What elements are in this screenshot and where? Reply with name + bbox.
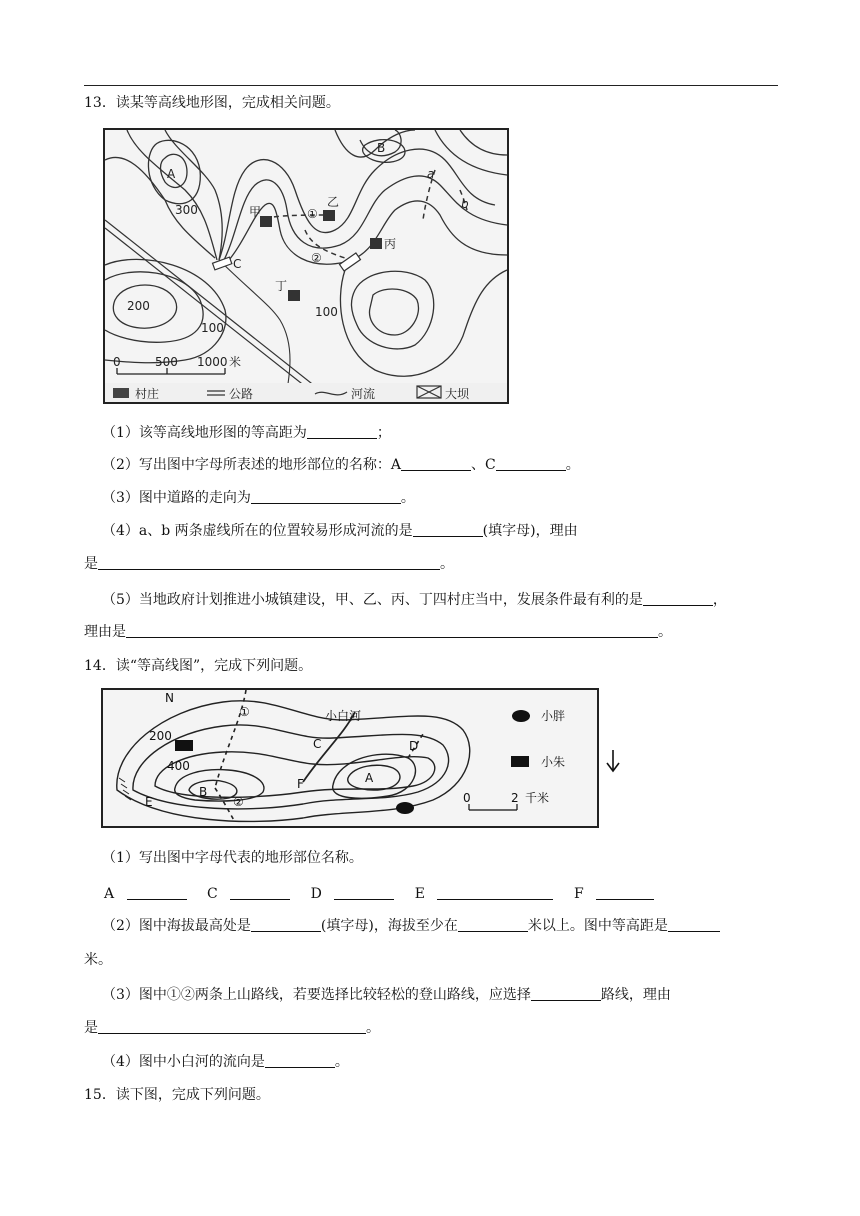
q13-blank-a[interactable] bbox=[401, 456, 471, 471]
label-b: B bbox=[199, 785, 208, 799]
q13-part1: （1）该等高线地形图的等高距为 ； bbox=[102, 425, 391, 441]
q14-blank-f[interactable] bbox=[596, 885, 654, 900]
legend-highway: 公路 bbox=[229, 387, 254, 401]
label-circle1: ① bbox=[307, 207, 318, 221]
legend-river: 河流 bbox=[351, 387, 376, 401]
q13-contour-map bbox=[103, 128, 509, 404]
scale-mid: 500 bbox=[155, 355, 178, 369]
option-d-label: D bbox=[310, 886, 322, 902]
label-line-b: b bbox=[461, 197, 469, 211]
label-f: F bbox=[297, 777, 304, 791]
label-200: 200 bbox=[127, 299, 150, 313]
legend-village: 村庄 bbox=[135, 387, 160, 401]
scale-unit: 米 bbox=[229, 355, 242, 369]
label-300: 300 bbox=[175, 203, 198, 217]
label-100-right: 100 bbox=[315, 305, 338, 319]
q14-part4: （4）图中小白河的流向是 。 bbox=[102, 1054, 349, 1070]
q13-blank-river-line[interactable] bbox=[413, 522, 483, 537]
q14-contour-map bbox=[101, 688, 599, 828]
legend-village-symbol bbox=[113, 388, 129, 398]
q14-title: 14．读“等高线图”，完成下列问题。 bbox=[84, 658, 313, 674]
q13-part5: （5）当地政府计划推进小城镇建设，甲、乙、丙、丁四村庄当中，发展条件最有利的是 ， bbox=[102, 592, 727, 608]
label-route1: ① bbox=[239, 705, 250, 719]
down-arrow-icon bbox=[605, 748, 621, 774]
option-a-label: A bbox=[104, 886, 115, 902]
q13-blank-village[interactable] bbox=[643, 591, 713, 606]
q13-part5-reason: 理由是 。 bbox=[84, 624, 672, 640]
label-400: 400 bbox=[167, 759, 190, 773]
q14-part1-options bbox=[104, 884, 654, 904]
q13-part4-reason: 是 。 bbox=[84, 556, 454, 572]
label-c: C bbox=[233, 257, 242, 271]
q14-blank-e[interactable] bbox=[437, 885, 553, 900]
q14-blank-d[interactable] bbox=[334, 885, 394, 900]
scale-value: 2 bbox=[511, 791, 519, 805]
xiaopang-marker bbox=[396, 802, 414, 814]
q14-blank-altitude[interactable] bbox=[458, 917, 528, 932]
scale-end: 1000 bbox=[197, 355, 228, 369]
scale-zero: 0 bbox=[113, 355, 121, 369]
option-f-label: F bbox=[573, 886, 584, 902]
q14-blank-c[interactable] bbox=[230, 885, 290, 900]
scale-zero: 0 bbox=[463, 791, 471, 805]
q13-blank-river-reason[interactable] bbox=[98, 555, 440, 570]
scale-unit: 千米 bbox=[525, 791, 550, 805]
label-a: A bbox=[365, 771, 374, 785]
legend-dam: 大坝 bbox=[445, 387, 470, 401]
q13-part3: （3）图中道路的走向为 。 bbox=[102, 490, 415, 506]
q15-title: 15．读下图，完成下列问题。 bbox=[84, 1087, 270, 1103]
label-d: D bbox=[409, 739, 419, 753]
q13-blank-village-reason[interactable] bbox=[126, 623, 658, 638]
legend-xiaopang: 小胖 bbox=[541, 709, 566, 723]
q14-part3-reason: 是 。 bbox=[84, 1020, 380, 1036]
legend-xiaozhu: 小朱 bbox=[541, 755, 566, 769]
option-e-label: E bbox=[414, 886, 426, 902]
label-route2: ② bbox=[233, 795, 244, 809]
xiaozhu-marker bbox=[175, 740, 193, 751]
q14-part2-end: 米。 bbox=[84, 952, 112, 968]
q13-part4: （4）a、b 两条虚线所在的位置较易形成河流的是 (填字母)，理由 bbox=[102, 523, 578, 539]
q13-title: 13．读某等高线地形图，完成相关问题。 bbox=[84, 95, 340, 111]
label-river: 小白河 bbox=[325, 709, 362, 723]
label-a: A bbox=[167, 167, 176, 181]
header-rule bbox=[84, 85, 778, 86]
q13-blank-road-direction[interactable] bbox=[251, 489, 401, 504]
label-ding: 丁 bbox=[275, 279, 288, 293]
label-jia: 甲 bbox=[249, 205, 262, 219]
label-yi: 乙 bbox=[327, 195, 340, 209]
q14-part1: （1）写出图中字母代表的地形部位名称。 bbox=[102, 850, 363, 866]
q13-part2: （2）写出图中字母所表述的地形部位的名称：A 、C 。 bbox=[102, 457, 580, 473]
q14-blank-route[interactable] bbox=[531, 986, 601, 1001]
label-100-left: 100 bbox=[201, 321, 224, 335]
label-200: 200 bbox=[149, 729, 172, 743]
label-b: B bbox=[377, 141, 386, 155]
label-c: C bbox=[313, 737, 322, 751]
label-north: N bbox=[165, 691, 174, 705]
label-circle2: ② bbox=[311, 251, 322, 265]
label-line-a: a bbox=[427, 167, 435, 181]
option-c-label: C bbox=[207, 886, 218, 902]
q13-blank-c[interactable] bbox=[496, 456, 566, 471]
q14-part3: （3）图中①②两条上山路线，若要选择比较轻松的登山路线，应选择 路线，理由 bbox=[102, 987, 671, 1003]
label-bing: 丙 bbox=[384, 237, 397, 251]
q14-blank-highest[interactable] bbox=[251, 917, 321, 932]
q13-blank-contour-interval[interactable] bbox=[307, 424, 377, 439]
q14-blank-a[interactable] bbox=[127, 885, 187, 900]
q14-blank-flow[interactable] bbox=[265, 1053, 335, 1068]
q14-part2: （2）图中海拔最高处是 (填字母)，海拔至少在 米以上。图中等高距是 bbox=[102, 916, 720, 936]
q14-blank-interval[interactable] bbox=[668, 917, 720, 932]
label-e: E bbox=[145, 795, 153, 809]
q14-blank-route-reason[interactable] bbox=[98, 1019, 366, 1034]
